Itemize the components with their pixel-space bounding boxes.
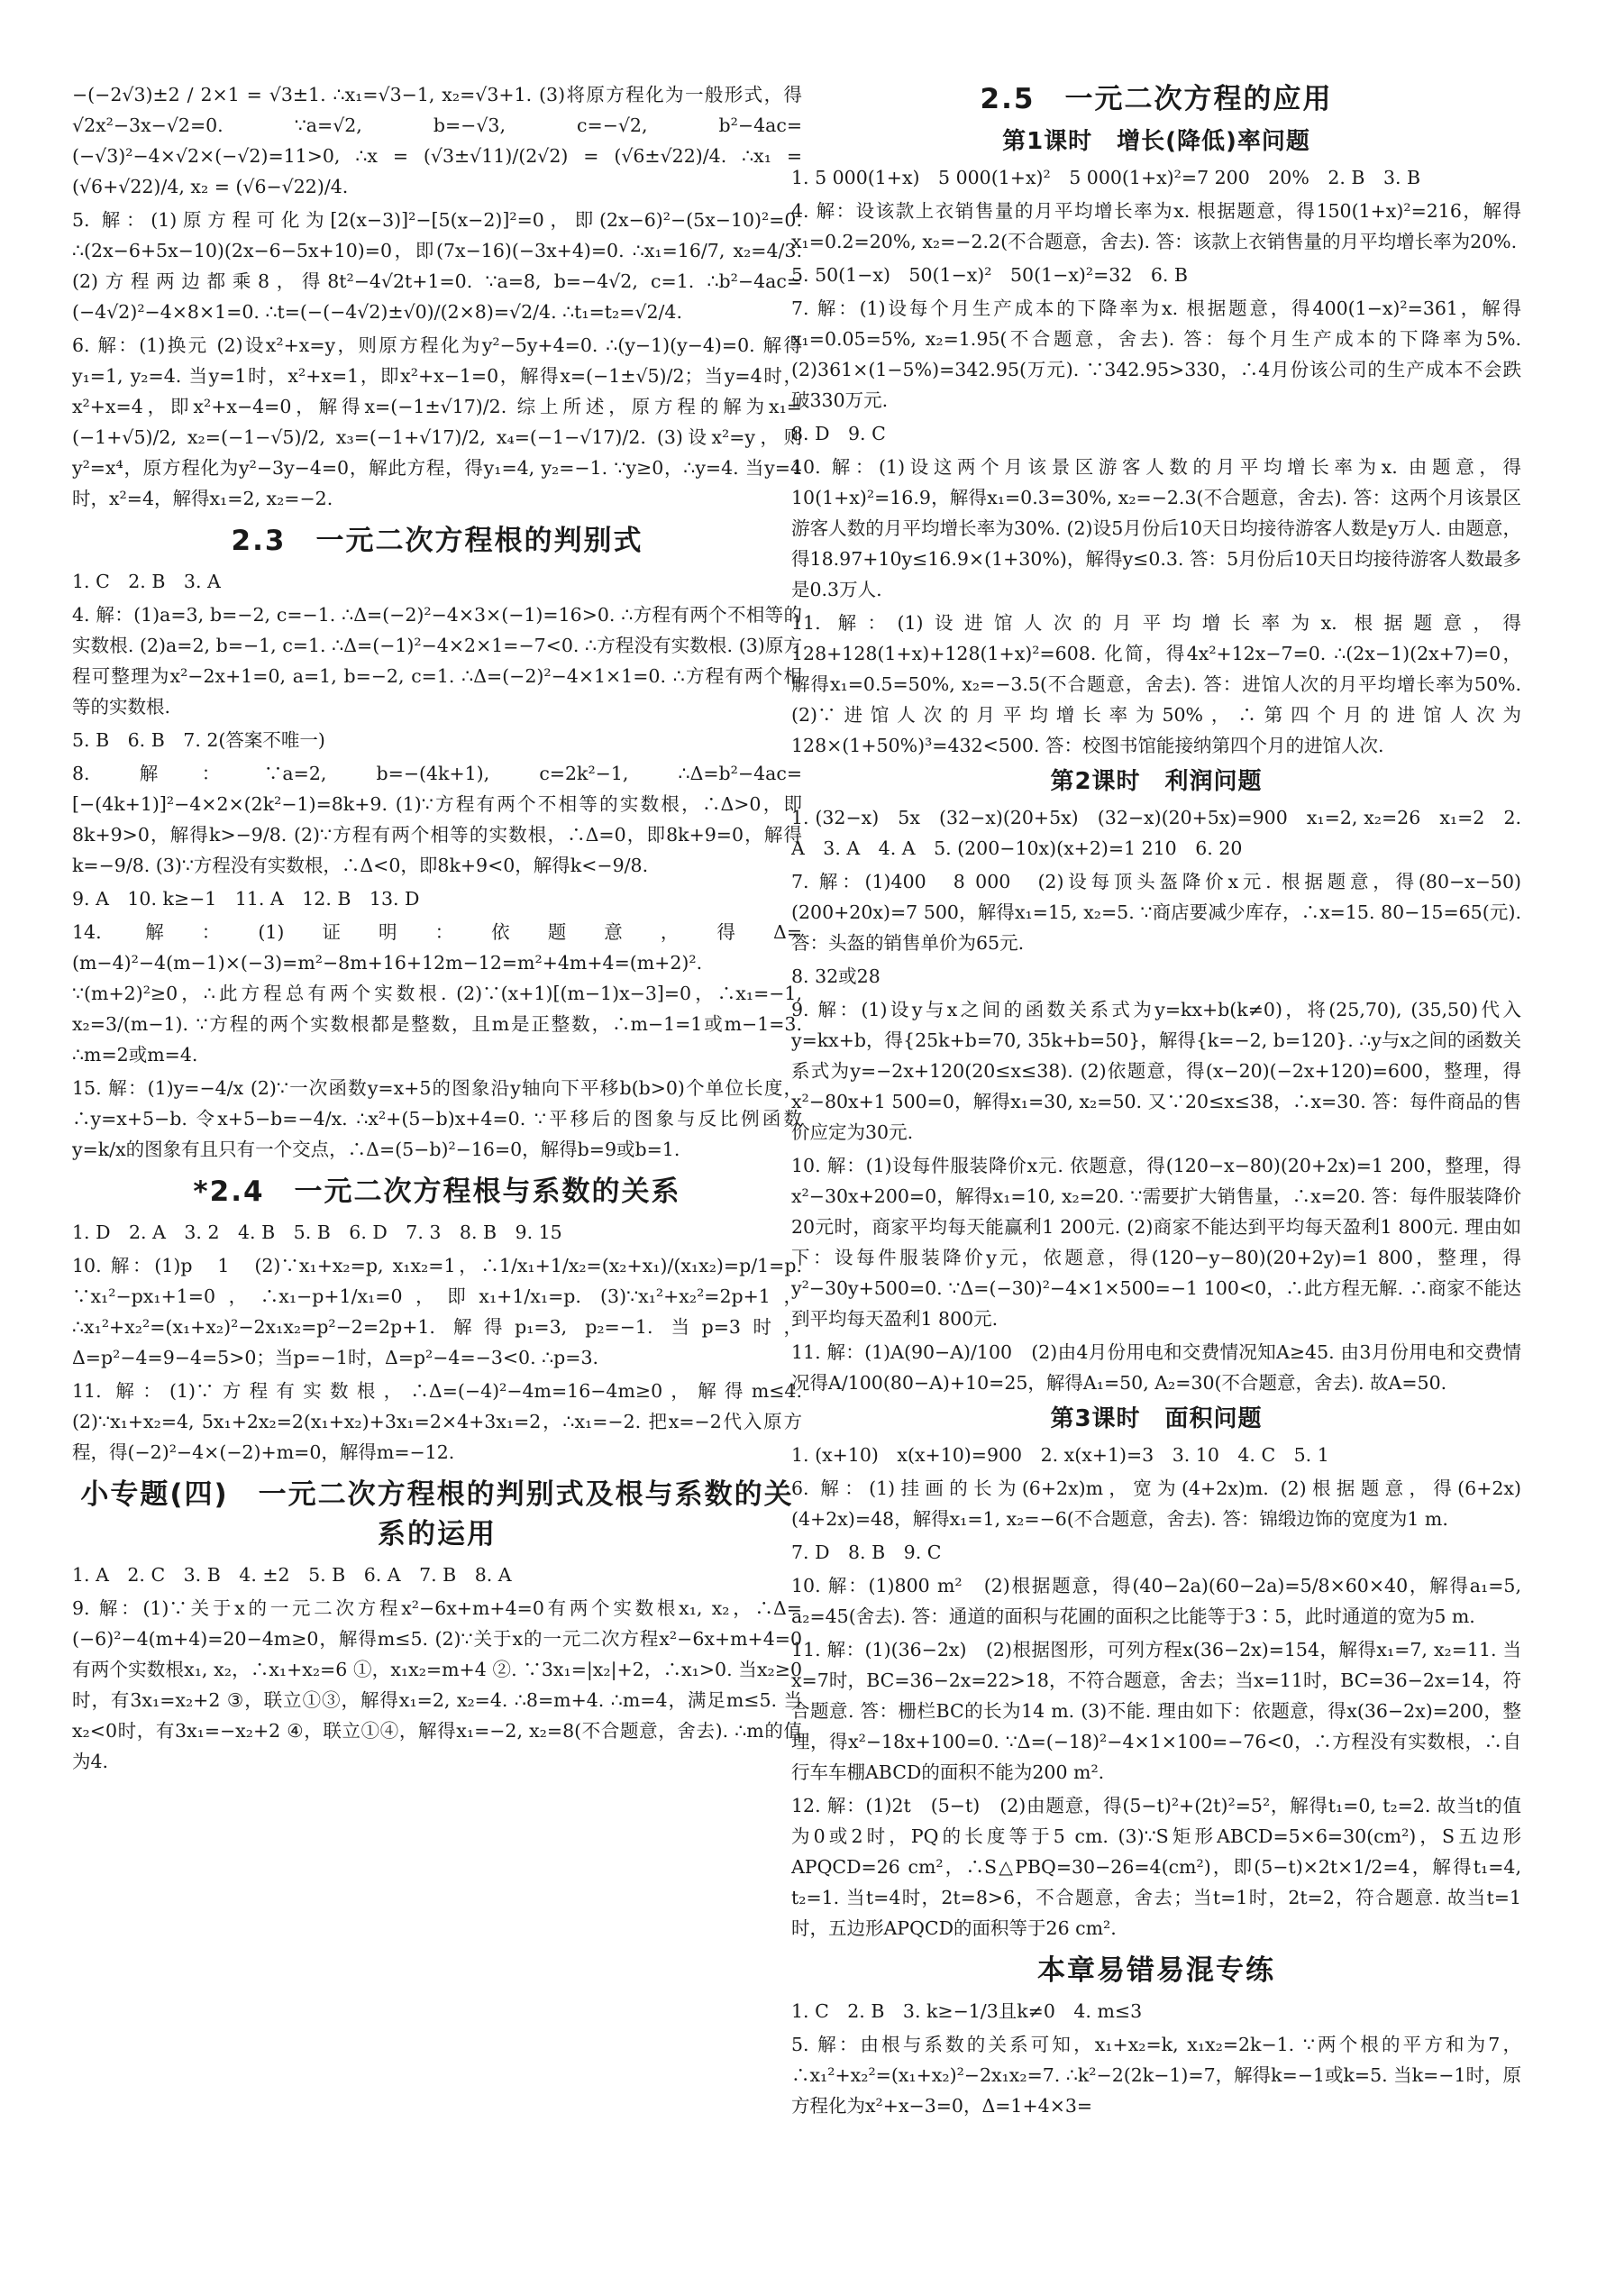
answer-paragraph: 1. (x+10) x(x+10)=900 2. x(x+1)=3 3. 10 4. C 5. 1 bbox=[791, 1444, 1329, 1466]
answer-paragraph: 1. 5 000(1+x) 5 000(1+x)² 5 000(1+x)²=7 200 20% 2. B 3. B bbox=[791, 167, 1421, 188]
answer-paragraph: 6. 解：(1)挂画的长为(6+2x)m，宽为(4+2x)m. (2)根据题意，得(6+2x)(4+2x)=48，解得x₁=1, x₂=−6(不合题意，舍去). 答：锦缎边饰的宽度为1 m. bbox=[791, 1477, 1521, 1530]
lesson-heading: 第3课时 面积问题 bbox=[1050, 1405, 1263, 1432]
answer-paragraph: 5. 解：(1)原方程可化为[2(x−3)]²−[5(x−2)]²=0，即(2x−6)²−(5x−10)²=0. ∴(2x−6+5x−10)(2x−6−5x+10)=0，即(7x−16)(−3x+4)=0. ∴x₁=16/7, x₂=4/3. (2)方程两边都乘8，得8t²−4√2t+1=0. ∵a=8, b=−4√2, c=1. ∴b²−4ac=(−4√2)²−4×8×1=0. ∴t=(−(−4√2)±√0)/(2×8)=√2/4. ∴t₁=t₂=√2/4. bbox=[72, 209, 802, 323]
answer-paragraph: 5. 解：由根与系数的关系可知，x₁+x₂=k, x₁x₂=2k−1. ∵两个根的平方和为7，∴x₁²+x₂²=(x₁+x₂)²−2x₁x₂=7. ∴k²−2(2k−1)=7，解得k=−1或k=5. 当k=−1时，原方程化为x²+x−3=0，Δ=1+4×3= bbox=[791, 2034, 1521, 2117]
answer-paragraph: 8. 32或28 bbox=[791, 965, 881, 987]
answer-paragraph: 6. 解：(1)换元 (2)设x²+x=y，则原方程化为y²−5y+4=0. ∴(y−1)(y−4)=0. 解得y₁=1, y₂=4. 当y=1时，x²+x=1，即x²+x−1=0，解得x=(−1±√5)/2；当y=4时，x²+x=4，即x²+x−4=0，解得x=(−1±√17)/2. 综上所述，原方程的解为x₁=(−1+√5)/2, x₂=(−1−√5)/2, x₃=(−1+√17)/2, x₄=(−1−√17)/2. (3)设x²=y，则y²=x⁴，原方程化为y²−3y−4=0，解此方程，得y₁=4, y₂=−1. ∵y≥0，∴y=4. 当y=4时，x²=4，解得x₁=2, x₂=−2. bbox=[72, 334, 802, 509]
section-heading: 小专题(四) 一元二次方程根的判别式及根与系数的关系的运用 bbox=[80, 1478, 794, 1550]
section-heading: 2.3 一元二次方程根的判别式 bbox=[231, 525, 643, 557]
answer-paragraph: 10. 解：(1)p 1 (2)∵x₁+x₂=p, x₁x₂=1，∴1/x₁+1/x₂=(x₂+x₁)/(x₁x₂)=p/1=p. ∵x₁²−px₁+1=0，∴x₁−p+1/x₁=0，即x₁+1/x₁=p. (3)∵x₁²+x₂²=2p+1，∴x₁²+x₂²=(x₁+x₂)²−2x₁x₂=p²−2=2p+1. 解得p₁=3, p₂=−1. 当p=3时，Δ=p²−4=9−4=5>0；当p=−1时，Δ=p²−4=−3<0. ∴p=3. bbox=[72, 1255, 802, 1368]
lesson-heading: 第2课时 利润问题 bbox=[1050, 768, 1263, 795]
answer-paragraph: 12. 解：(1)2t (5−t) (2)由题意，得(5−t)²+(2t)²=5²，解得t₁=0, t₂=2. 故当t的值为0或2时，PQ的长度等于5 cm. (3)∵S矩形ABCD=5×6=30(cm²)，S五边形APQCD=26 cm²，∴S△PBQ=30−26=4(cm²)，即(5−t)×2t×1/2=4，解得t₁=4, t₂=1. 当t=4时，2t=8>6，不合题意，舍去；当t=1时，2t=2，符合题意. 故当t=1时，五边形APQCD的面积等于26 cm². bbox=[791, 1795, 1521, 1939]
answer-paragraph: 1. (32−x) 5x (32−x)(20+5x) (32−x)(20+5x)=900 x₁=2, x₂=26 x₁=2 2. A 3. A 4. A 5. (200−10x)(x+2)=1 210 6. 20 bbox=[791, 807, 1521, 859]
answer-paragraph: 7. 解：(1)设每个月生产成本的下降率为x. 根据题意，得400(1−x)²=361，解得x₁=0.05=5%, x₂=1.95(不合题意，舍去). 答：每个月生产成本的下降率为5%. (2)361×(1−5%)=342.95(万元). ∵342.95>330，∴4月份该公司的生产成本不会跌破330万元. bbox=[791, 297, 1521, 411]
answer-paragraph: 8. 解：∵a=2, b=−(4k+1), c=2k²−1, ∴Δ=b²−4ac=[−(4k+1)]²−4×2×(2k²−1)=8k+9. (1)∵方程有两个不相等的实数根，∴Δ>0，即8k+9>0，解得k>−9/8. (2)∵方程有两个相等的实数根，∴Δ=0，即8k+9=0，解得k=−9/8. (3)∵方程没有实数根，∴Δ<0，即8k+9<0，解得k<−9/8. bbox=[72, 763, 802, 876]
answer-paragraph: 4. 解：设该款上衣销售量的月平均增长率为x. 根据题意，得150(1+x)²=216，解得x₁=0.2=20%, x₂=−2.2(不合题意，舍去). 答：该款上衣销售量的月平均增长率为20%. bbox=[791, 200, 1521, 252]
answer-paragraph: 7. 解：(1)400 8 000 (2)设每顶头盔降价x元. 根据题意，得(80−x−50)(200+20x)=7 500，解得x₁=15, x₂=5. ∵商店要减少库存，∴x=15. 80−15=65(元). 答：头盔的销售单价为65元. bbox=[791, 871, 1521, 954]
answer-paragraph: 4. 解：(1)a=3, b=−2, c=−1. ∴Δ=(−2)²−4×3×(−1)=16>0. ∴方程有两个不相等的实数根. (2)a=2, b=−1, c=1. ∴Δ=(−1)²−4×2×1=−7<0. ∴方程没有实数根. (3)原方程可整理为x²−2x+1=0, a=1, b=−2, c=1. ∴Δ=(−2)²−4×1×1=0. ∴方程有两个相等的实数根. bbox=[72, 604, 802, 718]
answer-paragraph: 1. A 2. C 3. B 4. ±2 5. B 6. A 7. B 8. A bbox=[72, 1564, 512, 1586]
answer-paragraph: 5. 50(1−x) 50(1−x)² 50(1−x)²=32 6. B bbox=[791, 264, 1188, 286]
answer-paragraph: 14. 解：(1)证明：依题意，得Δ=(m−4)²−4(m−1)×(−3)=m²−8m+16+12m−12=m²+4m+4=(m+2)². ∵(m+2)²≥0，∴此方程总有两个实数根. (2)∵(x+1)[(m−1)x−3]=0，∴x₁=−1, x₂=3/(m−1). ∵方程的两个实数根都是整数，且m是正整数，∴m−1=1或m−1=3. ∴m=2或m=4. bbox=[72, 921, 802, 1066]
answer-paragraph: 11. 解：(1)(36−2x) (2)根据图形，可列方程x(36−2x)=154，解得x₁=7, x₂=11. 当x=7时，BC=36−2x=22>18，不符合题意，舍去；当x=11时，BC=36−2x=14，符合题意. 答：栅栏BC的长为14 m. (3)不能. 理由如下：依题意，得x(36−2x)=200，整理，得x²−18x+100=0. ∵Δ=(−18)²−4×1×100=−76<0，∴方程没有实数根，∴自行车车棚ABCD的面积不能为200 m². bbox=[791, 1639, 1521, 1783]
answer-paragraph: 11. 解：(1)A(90−A)/100 (2)由4月份用电和交费情况知A≥45. 由3月份用电和交费情况得A/100(80−A)+10=25，解得A₁=50, A₂=30(不合题意，舍去). 故A=50. bbox=[791, 1341, 1521, 1394]
right-column bbox=[791, 79, 1521, 2124]
answer-paragraph: 11. 解：(1)∵方程有实数根，∴Δ=(−4)²−4m=16−4m≥0，解得m≤4. (2)∵x₁+x₂=4, 5x₁+2x₂=2(x₁+x₂)+3x₁=2×4+3x₁=2，∴x₁=−2. 把x=−2代入原方程，得(−2)²−4×(−2)+m=0，解得m=−12. bbox=[72, 1380, 802, 1463]
answer-paragraph: 9. 解：(1)∵关于x的一元二次方程x²−6x+m+4=0有两个实数根x₁, x₂，∴Δ=(−6)²−4(m+4)=20−4m≥0，解得m≤5. (2)∵关于x的一元二次方程x²−6x+m+4=0有两个实数根x₁, x₂，∴x₁+x₂=6 ①，x₁x₂=m+4 ②. ∵3x₁=|x₂|+2，∴x₁>0. 当x₂≥0时，有3x₁=x₂+2 ③，联立①③，解得x₁=2, x₂=4. ∴8=m+4. ∴m=4，满足m≤5. 当x₂<0时，有3x₁=−x₂+2 ④，联立①④，解得x₁=−2, x₂=8(不合题意，舍去). ∴m的值为4. bbox=[72, 1597, 802, 1772]
left-column bbox=[72, 79, 802, 1779]
answer-paragraph: 1. C 2. B 3. k≥−1/3且k≠0 4. m≤3 bbox=[791, 2000, 1143, 2022]
answer-paragraph: 9. A 10. k≥−1 11. A 12. B 13. D bbox=[72, 888, 420, 910]
section-heading: 2.5 一元二次方程的应用 bbox=[980, 83, 1333, 115]
answer-paragraph: 10. 解：(1)设这两个月该景区游客人数的月平均增长率为x. 由题意，得10(1+x)²=16.9，解得x₁=0.3=30%, x₂=−2.3(不合题意，舍去). 答：这两个月该景区游客人数的月平均增长率为30%. (2)设5月份后10天日均接待游客人数是y万人. 由题意，得18.97+10y≤16.9×(1+30%)，解得y≤0.3. 答：5月份后10天日均接待游客人数最多是0.3万人. bbox=[791, 456, 1521, 600]
answer-paragraph: 1. C 2. B 3. A bbox=[72, 571, 221, 592]
section-heading: *2.4 一元二次方程根与系数的关系 bbox=[193, 1175, 681, 1208]
answer-paragraph: 5. B 6. B 7. 2(答案不唯一) bbox=[72, 729, 325, 751]
answer-paragraph: 10. 解：(1)设每件服装降价x元. 依题意，得(120−x−80)(20+2x)=1 200，整理，得x²−30x+200=0，解得x₁=10, x₂=20. ∵需要扩大销售量，∴x=20. 答：每件服装降价20元时，商家平均每天能赢利1 200元. (2)商家不能达到平均每天盈利1 800元. 理由如下：设每件服装降价y元，依题意，得(120−y−80)(20+2y)=1 800，整理，得y²−30y+500=0. ∵Δ=(−30)²−4×1×500=−1 100<0，∴此方程无解. ∴商家不能达到平均每天盈利1 800元. bbox=[791, 1155, 1521, 1330]
lesson-heading: 第1课时 增长(降低)率问题 bbox=[1002, 128, 1310, 155]
answer-paragraph: −(−2√3)±2 / 2×1 = √3±1. ∴x₁=√3−1, x₂=√3+1. (3)将原方程化为一般形式，得√2x²−3x−√2=0. ∵a=√2, b=−√3, c=−√2, b²−4ac=(−√3)²−4×√2×(−√2)=11>0, ∴x = (√3±√11)/(2√2) = (√6±√22)/4. ∴x₁ = (√6+√22)/4, x₂ = (√6−√22)/4. bbox=[72, 84, 802, 197]
answer-paragraph: 7. D 8. B 9. C bbox=[791, 1541, 942, 1563]
answer-paragraph: 8. D 9. C bbox=[791, 423, 886, 444]
answer-paragraph: 10. 解：(1)800 m² (2)根据题意，得(40−2a)(60−2a)=5/8×60×40，解得a₁=5, a₂=45(舍去). 答：通道的面积与花圃的面积之比能等于3∶5，此时通道的宽为5 m. bbox=[791, 1575, 1521, 1627]
section-heading: 本章易错易混专练 bbox=[1037, 1954, 1275, 1987]
answer-paragraph: 15. 解：(1)y=−4/x (2)∵一次函数y=x+5的图象沿y轴向下平移b(b>0)个单位长度，∴y=x+5−b. 令x+5−b=−4/x. ∴x²+(5−b)x+4=0. ∵平移后的图象与反比例函数y=k/x的图象有且只有一个交点，∴Δ=(5−b)²−16=0，解得b=9或b=1. bbox=[72, 1077, 802, 1160]
answer-paragraph: 11. 解：(1)设进馆人次的月平均增长率为x. 根据题意，得128+128(1+x)+128(1+x)²=608. 化简，得4x²+12x−7=0. ∴(2x−1)(2x+7)=0，解得x₁=0.5=50%, x₂=−3.5(不合题意，舍去). 答：进馆人次的月平均增长率为50%. (2)∵进馆人次的月平均增长率为50%，∴第四个月的进馆人次为128×(1+50%)³=432<500. 答：校图书馆能接纳第四个月的进馆人次. bbox=[791, 612, 1521, 756]
answer-paragraph: 1. D 2. A 3. 2 4. B 5. B 6. D 7. 3 8. B 9. 15 bbox=[72, 1221, 562, 1243]
answer-paragraph: 9. 解：(1)设y与x之间的函数关系式为y=kx+b(k≠0)，将(25,70), (35,50)代入y=kx+b，得{25k+b=70, 35k+b=50}，解得{k=−2, b=120}. ∴y与x之间的函数关系式为y=−2x+120(20≤x≤38). (2)依题意，得(x−20)(−2x+120)=600，整理，得x²−80x+1 500=0，解得x₁=30, x₂=50. 又∵20≤x≤38，∴x=30. 答：每件商品的售价应定为30元. bbox=[791, 999, 1521, 1143]
